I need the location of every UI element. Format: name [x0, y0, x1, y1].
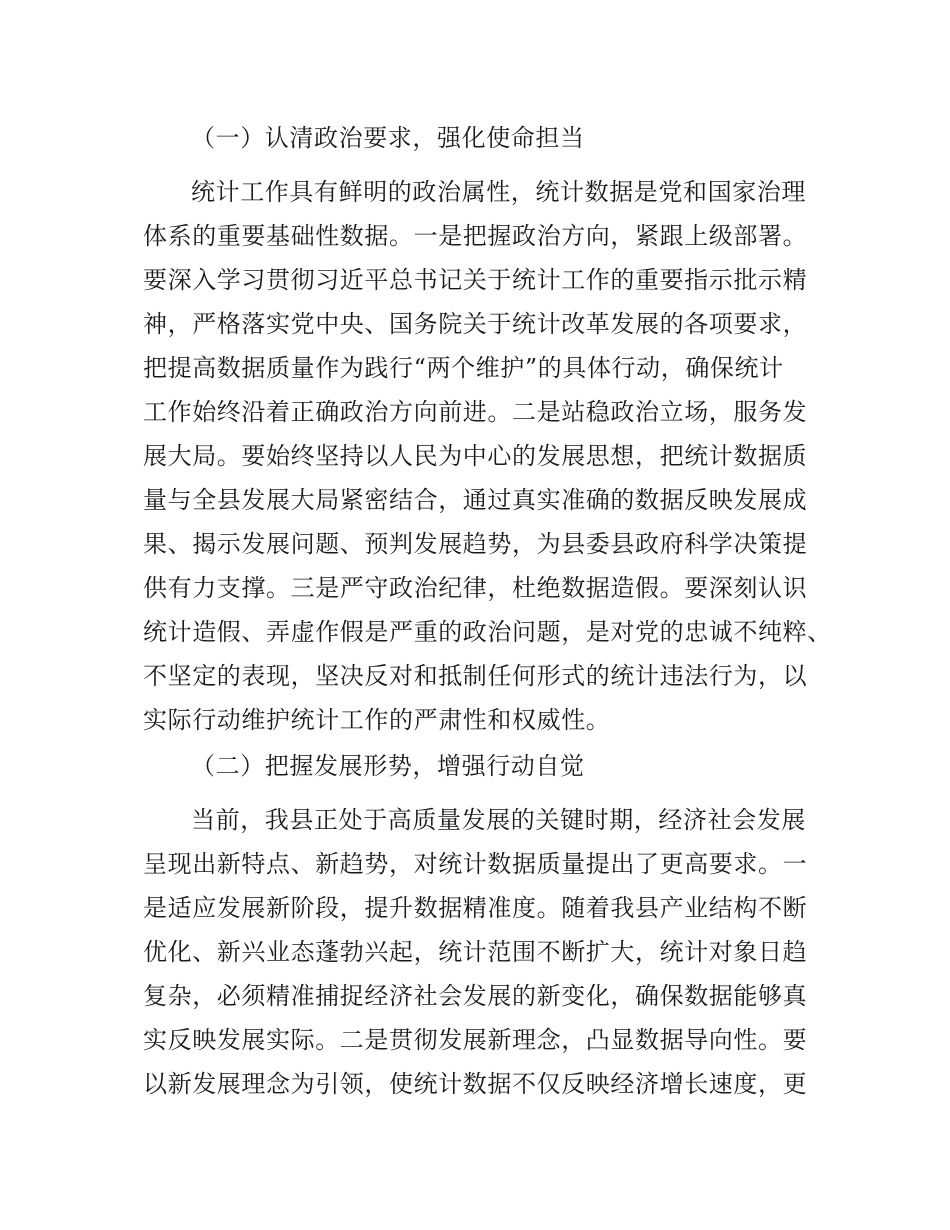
section-heading-2: （二）把握发展形势，增强行动自觉 [191, 752, 585, 780]
paragraph-line: 要深入学习贯彻习近平总书记关于统计工作的重要指示批示精 [143, 266, 808, 294]
paragraph-line: 不坚定的表现，坚决反对和抵制任何形式的统计违法行为，以 [143, 662, 808, 690]
paragraph-line: 统计工作具有鲜明的政治属性，统计数据是党和国家治理 [191, 178, 806, 206]
paragraph-line: 优化、新兴业态蓬勃兴起，统计范围不断扩大，统计对象日趋 [143, 938, 808, 966]
paragraph-line: 当前，我县正处于高质量发展的关键时期，经济社会发展 [191, 806, 806, 834]
paragraph-line: 呈现出新特点、新趋势，对统计数据质量提出了更高要求。一 [143, 850, 808, 878]
section-heading-1: （一）认清政治要求，强化使命担当 [191, 124, 585, 152]
paragraph-line: 统计造假、弄虚作假是严重的政治问题，是对党的忠诚不纯粹、 [143, 618, 832, 646]
paragraph-line: 实际行动维护统计工作的严肃性和权威性。 [143, 706, 611, 734]
paragraph-line: 果、揭示发展问题、预判发展趋势，为县委县政府科学决策提 [143, 530, 808, 558]
paragraph-line: 供有力支撑。三是严守政治纪律，杜绝数据造假。要深刻认识 [143, 574, 808, 602]
paragraph-line: 以新发展理念为引领，使统计数据不仅反映经济增长速度，更 [143, 1070, 808, 1098]
paragraph-line: 体系的重要基础性数据。一是把握政治方向，紧跟上级部署。 [143, 222, 808, 250]
paragraph-line: 神，严格落实党中央、国务院关于统计改革发展的各项要求， [143, 310, 808, 338]
paragraph-line: 复杂，必须精准捕捉经济社会发展的新变化，确保数据能够真 [143, 982, 808, 1010]
paragraph-line: 展大局。要始终坚持以人民为中心的发展思想，把统计数据质 [143, 442, 808, 470]
paragraph-line: 量与全县发展大局紧密结合，通过真实准确的数据反映发展成 [143, 486, 808, 514]
paragraph-line: 工作始终沿着正确政治方向前进。二是站稳政治立场，服务发 [143, 398, 808, 426]
paragraph-line: 是适应发展新阶段，提升数据精准度。随着我县产业结构不断 [143, 894, 808, 922]
paragraph-line: 实反映发展实际。二是贯彻发展新理念，凸显数据导向性。要 [143, 1026, 808, 1054]
paragraph-line: 把提高数据质量作为践行“两个维护”的具体行动，确保统计 [143, 354, 784, 382]
